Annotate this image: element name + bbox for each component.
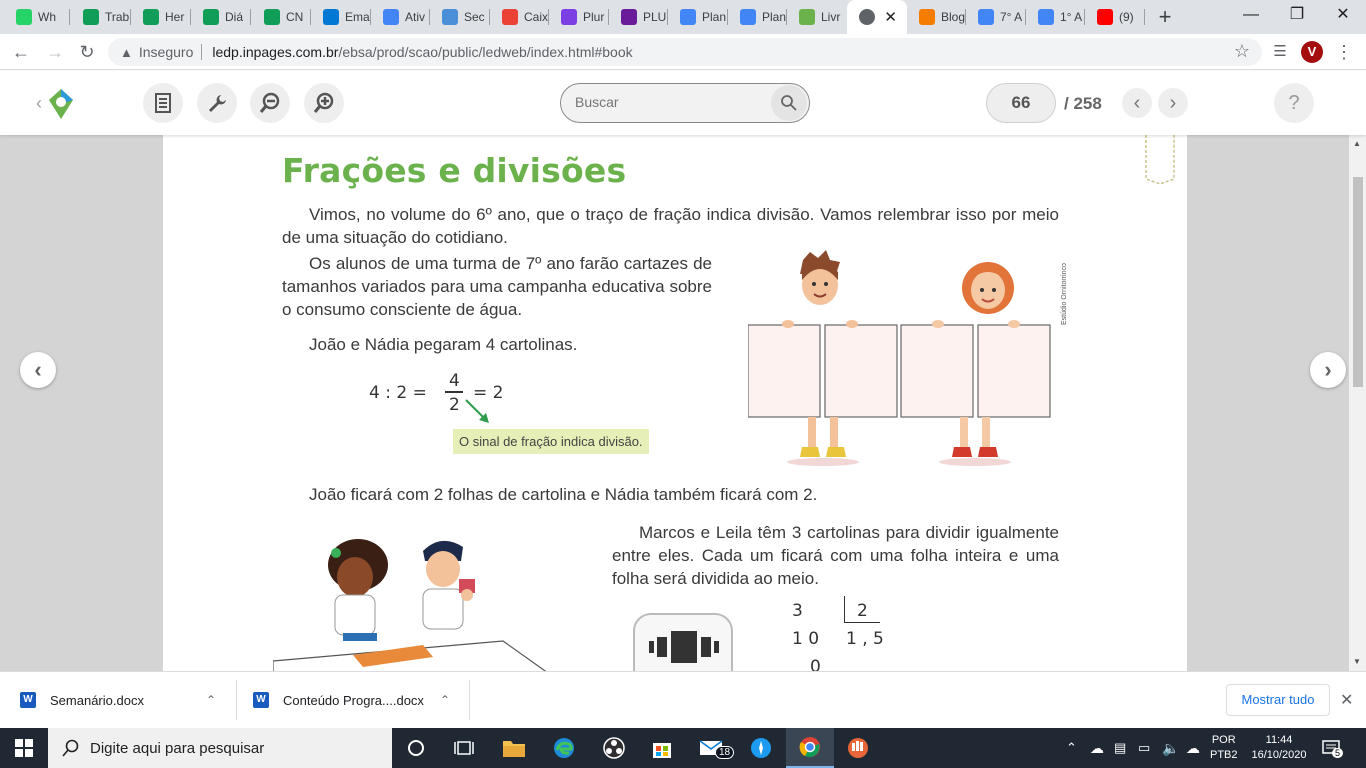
chevron-right-icon: ›	[1169, 91, 1177, 114]
word-doc-icon: W	[253, 692, 269, 708]
tab-favicon-icon	[383, 9, 399, 25]
zoom-in-icon	[312, 91, 336, 115]
formula-right: = 2	[473, 383, 504, 403]
close-window-button[interactable]: ✕	[1336, 6, 1350, 23]
kids-cutting-illustration	[273, 533, 563, 671]
division-dividend: 3	[792, 601, 803, 621]
tab-label: (9)	[1119, 10, 1134, 24]
divider	[469, 680, 470, 720]
division-remainder: 0	[810, 657, 821, 671]
tab-favicon-icon	[680, 9, 696, 25]
mail-button[interactable]	[688, 728, 736, 768]
tab-favicon-icon	[621, 9, 637, 25]
tab-separator	[69, 9, 70, 25]
onedrive-icon[interactable]: ☁	[1186, 739, 1200, 756]
keyboard-layout: PTB2	[1210, 749, 1238, 761]
tab-label: Livr	[821, 10, 841, 24]
menu-kebab-icon[interactable]: ⋮	[1335, 42, 1353, 62]
browser-tab[interactable]	[668, 0, 728, 34]
url-host: ledp.inpages.com.br	[212, 44, 339, 60]
tab-label: Her	[165, 10, 185, 24]
tab-favicon-icon	[203, 9, 219, 25]
vertical-scrollbar[interactable]	[1349, 135, 1366, 671]
clock-date: 16/10/2020	[1251, 749, 1307, 761]
fraction-bar	[445, 391, 463, 393]
notification-badge: 5	[1332, 748, 1343, 758]
obs-button[interactable]	[590, 728, 638, 768]
page-number-input[interactable]: 66	[986, 83, 1056, 123]
page-viewer	[0, 135, 1366, 671]
cortana-button[interactable]	[392, 728, 440, 768]
windows-logo-icon	[15, 739, 33, 757]
chevron-up-icon[interactable]: ⌃	[206, 693, 217, 707]
division-bracket-vertical	[844, 596, 845, 622]
tab-label: Ema	[345, 10, 370, 24]
browser-tab[interactable]	[847, 0, 907, 34]
browser-tab[interactable]	[311, 0, 371, 34]
wrench-icon	[206, 92, 228, 114]
cloud-warning-icon[interactable]: ☁	[1090, 739, 1104, 756]
minimize-button[interactable]: —	[1243, 6, 1259, 23]
tab-label: Diá	[225, 10, 244, 24]
chevron-left-icon: ‹	[34, 357, 42, 382]
zoom-in-button[interactable]	[304, 83, 344, 123]
divider	[201, 44, 202, 60]
folder-icon	[502, 738, 526, 758]
safari-button[interactable]	[737, 728, 785, 768]
tab-favicon-icon	[919, 9, 935, 25]
tab-separator	[250, 9, 251, 25]
app-logo-icon	[48, 88, 74, 120]
search-icon	[62, 739, 80, 757]
fraction-callout: O sinal de fração indica divisão.	[453, 429, 649, 454]
arrow-icon	[463, 397, 493, 427]
media-control-icon[interactable]: ☰	[1273, 43, 1287, 60]
start-button[interactable]	[0, 728, 48, 768]
address-bar[interactable]	[108, 38, 1262, 66]
tab-label: CN	[286, 10, 304, 24]
clock-time: 11:44	[1265, 734, 1293, 746]
browser-tab[interactable]	[371, 0, 430, 34]
network-icon[interactable]: ▤	[1114, 740, 1127, 755]
tab-favicon-icon	[740, 9, 756, 25]
task-view-icon	[454, 739, 474, 757]
reload-button[interactable]: ↻	[79, 42, 95, 62]
security-label: Inseguro	[138, 44, 194, 60]
division-divisor: 2	[857, 601, 868, 621]
cortana-circle-icon	[407, 739, 425, 757]
tab-favicon-icon	[799, 9, 815, 25]
browser-tab[interactable]	[1026, 0, 1085, 34]
tab-label: Ativ	[405, 10, 426, 24]
tab-label: Blog	[941, 10, 966, 24]
clock[interactable]	[1248, 728, 1310, 768]
tab-favicon-icon	[16, 9, 32, 25]
chevron-left-icon: ‹	[1133, 91, 1141, 114]
browser-tab[interactable]	[4, 0, 70, 34]
input-language-indicator[interactable]	[1210, 728, 1238, 768]
store-button[interactable]	[638, 728, 686, 768]
zoom-out-icon	[258, 91, 282, 115]
search-icon	[780, 94, 798, 112]
fraction-numerator: 4	[449, 371, 460, 391]
store-bag-icon	[651, 737, 673, 759]
compass-icon	[750, 737, 772, 759]
intro-paragraph: Vimos, no volume do 6º ano, que o traço de fração indica divisão. Vamos relembrar isso por meio de uma situação do cotidiano.	[282, 205, 1059, 247]
tab-label: PLU	[643, 10, 667, 24]
zoom-out-button[interactable]	[250, 83, 290, 123]
tab-label: Sec	[464, 10, 485, 24]
scroll-down-arrow[interactable]: ▼	[1353, 657, 1361, 666]
division-bracket-horizontal	[844, 622, 880, 623]
tab-label: Plan	[702, 10, 727, 24]
downloads-bar	[0, 671, 1366, 728]
search-input[interactable]	[575, 94, 765, 110]
edge-icon	[552, 736, 576, 760]
tab-favicon-icon	[561, 9, 577, 25]
book-page	[163, 135, 1187, 671]
next-page-button[interactable]	[1158, 88, 1188, 118]
task-view-button[interactable]	[440, 728, 488, 768]
search-box	[560, 83, 810, 123]
book-index-button[interactable]	[143, 83, 183, 123]
next-spread-button[interactable]	[1310, 352, 1346, 388]
collapse-chevron-icon[interactable]: ‹	[36, 93, 42, 113]
browser-tab[interactable]	[191, 0, 251, 34]
app-button[interactable]	[834, 728, 882, 768]
forward-button[interactable]: →	[46, 42, 64, 62]
taskbar-search-placeholder: Digite aqui para pesquisar	[90, 739, 265, 757]
result-paragraph: João ficará com 2 folhas de cartolina e Nádia também ficará com 2.	[309, 485, 818, 504]
tab-label: Plan	[762, 10, 787, 24]
tools-button[interactable]	[197, 83, 237, 123]
book-icon	[153, 92, 173, 114]
formula-left: 4 : 2 =	[369, 383, 427, 403]
browser-tab[interactable]	[787, 0, 847, 34]
tab-separator	[1144, 9, 1145, 25]
tab-favicon-icon	[978, 9, 994, 25]
glove-icon	[846, 736, 870, 760]
show-all-downloads-button[interactable]: Mostrar tudo	[1226, 684, 1330, 716]
campaign-paragraph: Os alunos de uma turma de 7º ano farão cartazes de tamanhos variados para uma campanha educativa sobre o consumo consciente de água.	[282, 254, 712, 319]
browser-toolbar	[0, 34, 1366, 70]
chevron-right-icon: ›	[1324, 357, 1332, 382]
page-total: / 258	[1064, 94, 1102, 113]
film-strip-icon	[649, 629, 719, 665]
file-explorer-button[interactable]	[490, 728, 538, 768]
tab-favicon-icon	[859, 9, 875, 25]
page-title: Frações e divisões	[282, 151, 627, 190]
scroll-up-arrow[interactable]: ▲	[1353, 139, 1361, 148]
back-button[interactable]: ←	[12, 42, 30, 62]
tab-label: Wh	[38, 10, 56, 24]
close-downloads-icon[interactable]: ✕	[1340, 692, 1354, 709]
download-item-conteudo[interactable]	[253, 672, 468, 728]
battery-icon[interactable]: ▭	[1138, 740, 1151, 755]
profile-avatar[interactable]: V	[1301, 41, 1323, 63]
chrome-icon	[798, 735, 822, 759]
close-tab-icon[interactable]: ✕	[884, 9, 897, 26]
volume-icon[interactable]: 🔈	[1162, 739, 1180, 756]
taskbar-search-box[interactable]	[48, 728, 392, 768]
division-quotient: 1 , 5	[846, 629, 884, 649]
chevron-up-icon[interactable]: ⌃	[440, 693, 451, 707]
search-button[interactable]	[771, 85, 807, 121]
tab-favicon-icon	[1038, 9, 1054, 25]
browser-tab[interactable]	[490, 0, 549, 34]
marcos-leila-paragraph: Marcos e Leila têm 3 cartolinas para dividir igualmente entre eles. Cada um ficará com uma folha inteira e uma folha será dividida ao meio.	[612, 523, 1059, 588]
browser-tab[interactable]	[728, 0, 787, 34]
browser-tab[interactable]	[252, 0, 311, 34]
tab-label: 7° A	[1000, 10, 1023, 24]
tab-label: Caix	[524, 10, 549, 24]
word-doc-icon: W	[20, 692, 36, 708]
download-item-semanario[interactable]	[20, 672, 235, 728]
download-filename: Conteúdo Progra....docx	[283, 692, 424, 708]
fraction-denominator: 2	[449, 395, 460, 415]
tab-label: Trab	[105, 10, 130, 24]
media-widget-button[interactable]	[633, 613, 733, 671]
bookmark-star-icon[interactable]: ☆	[1233, 41, 1250, 61]
joao-nadia-paragraph: João e Nádia pegaram 4 cartolinas.	[309, 335, 578, 354]
tab-favicon-icon	[442, 9, 458, 25]
chrome-taskbar-button[interactable]	[786, 728, 834, 768]
windows-taskbar	[0, 728, 1366, 768]
download-filename: Semanário.docx	[50, 692, 144, 708]
obs-icon	[602, 736, 626, 760]
tab-favicon-icon	[1097, 9, 1113, 25]
image-credit: Estúdio Ornitorrinco	[1061, 263, 1068, 325]
scrollbar-thumb[interactable]	[1353, 177, 1363, 387]
tab-favicon-icon	[143, 9, 159, 25]
browser-tab[interactable]	[966, 0, 1026, 34]
tab-favicon-icon	[264, 9, 280, 25]
division-row2: 1 0	[792, 629, 820, 649]
language-code: POR	[1211, 734, 1236, 746]
browser-tab[interactable]	[549, 0, 609, 34]
bookmark-ribbon-icon[interactable]	[1144, 135, 1176, 185]
help-button[interactable]: ?	[1274, 83, 1314, 123]
browser-tab-strip	[0, 0, 1366, 34]
browser-tab[interactable]	[71, 0, 131, 34]
edge-button[interactable]	[540, 728, 588, 768]
action-center-button[interactable]	[1322, 728, 1342, 768]
prev-spread-button[interactable]	[20, 352, 56, 388]
url-path: /ebsa/prod/scao/public/ledweb/index.html#book	[338, 44, 633, 60]
divider	[236, 680, 237, 720]
browser-tab[interactable]	[1085, 0, 1145, 34]
tab-favicon-icon	[323, 9, 339, 25]
tab-label: Plur	[583, 10, 605, 24]
browser-tab[interactable]	[907, 0, 966, 34]
browser-tab[interactable]	[131, 0, 191, 34]
tab-label: 1° A	[1060, 10, 1083, 24]
warning-icon: ▲	[120, 44, 133, 60]
previous-page-button[interactable]	[1122, 88, 1152, 118]
tray-overflow-icon[interactable]: ⌃	[1066, 740, 1077, 755]
tab-favicon-icon	[83, 9, 99, 25]
browser-tab[interactable]	[430, 0, 490, 34]
mail-badge: 18	[715, 746, 734, 759]
tab-favicon-icon	[502, 9, 518, 25]
kids-posters-illustration	[748, 250, 1058, 470]
maximize-button[interactable]: ❐	[1289, 6, 1305, 23]
browser-tab[interactable]	[609, 0, 668, 34]
new-tab-button[interactable]: +	[1158, 4, 1172, 29]
reader-toolbar	[0, 71, 1366, 135]
